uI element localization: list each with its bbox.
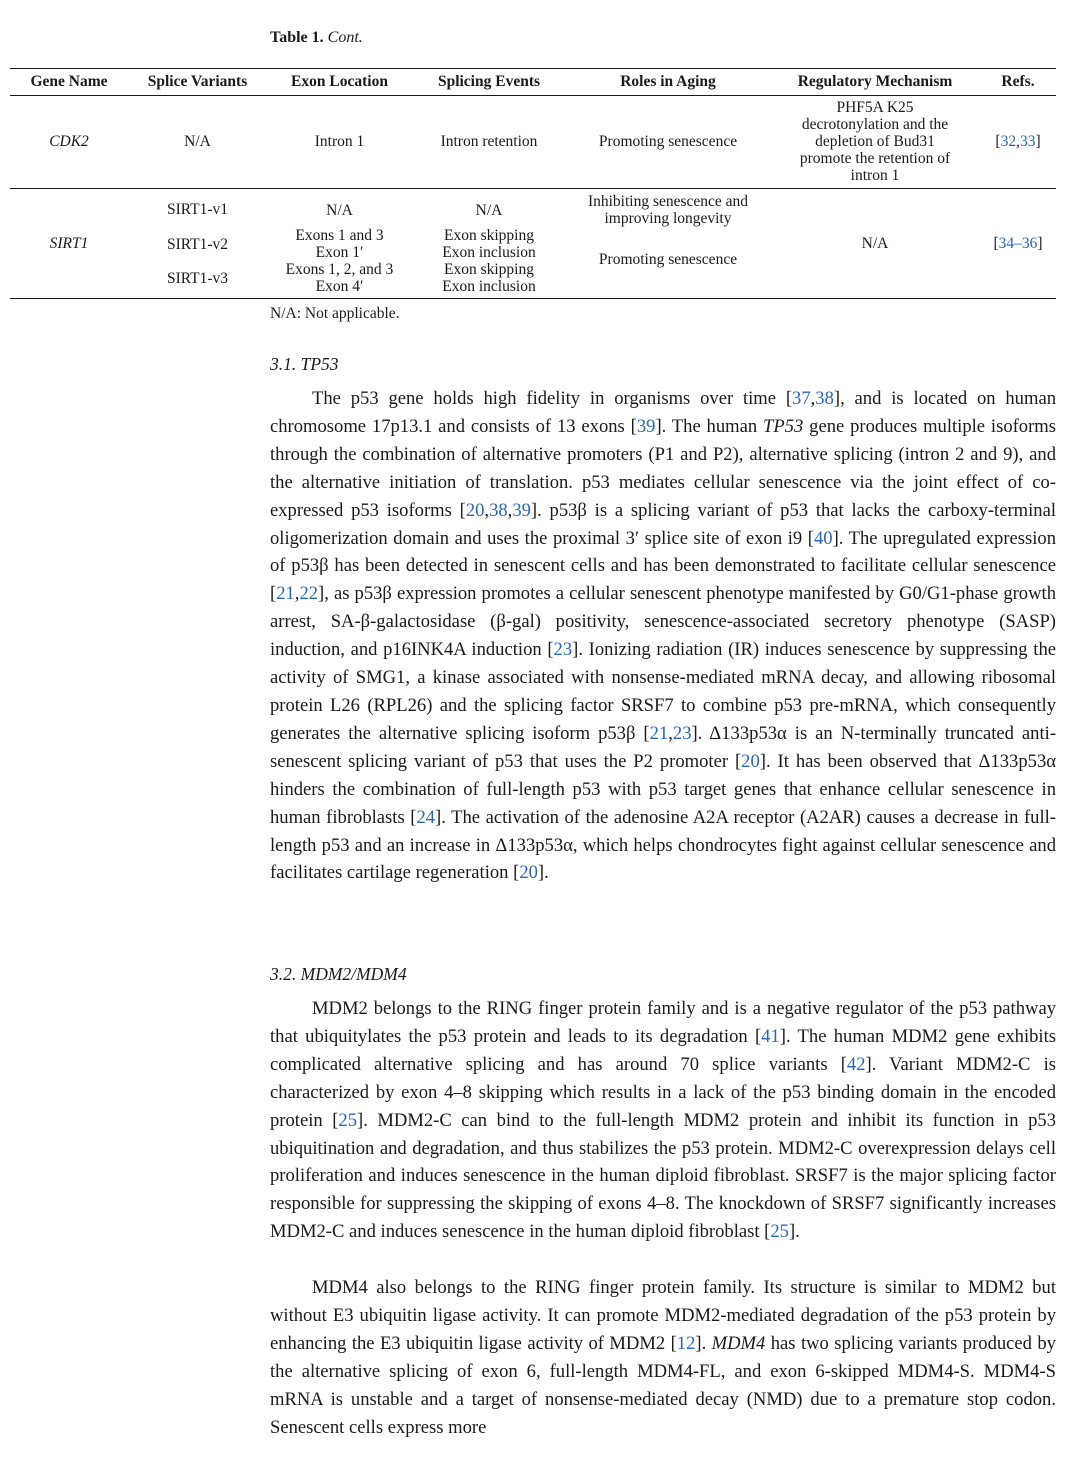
header-roles-in-aging: Roles in Aging [620,73,716,90]
table-top-rule [10,68,1056,69]
ref-link[interactable]: 21 [276,583,295,605]
table-bottom-rule [10,298,1056,299]
ref-link[interactable]: 25 [770,1221,789,1243]
ref-link[interactable]: 39 [636,415,656,437]
sirt1-variant: SIRT1-v2 [166,236,229,253]
ref-link[interactable]: 22 [299,583,319,605]
ref-link[interactable]: 40 [813,527,833,549]
ref-link[interactable]: 41 [761,1025,780,1047]
section-title-tp53: 3.1. TP53 [270,354,339,374]
ref-link[interactable]: 34–36 [998,235,1038,252]
sirt1-event: Exon skipping [444,227,534,244]
cdk2-refs: [32,33] [995,133,1041,150]
sirt1-exon: Exon 1′ [315,244,364,261]
cdk2-mechanism-line: intron 1 [850,167,900,184]
header-splicing-events: Splicing Events [437,73,541,90]
paragraph-text: MDM2 belongs to the RING finger protein family and is a negative regulator of the p53 pathway that ubiquitylates the p53 protein and leads to its degradation [41]. The human MDM2 gene exhibits complicated alternative splicing and has around 70 splice variants [42]. Variant MDM2-C is characterized by exon 4–8 skipping which results in a lack of the p53 binding domain in the encoded protein [25]. MDM2-C can bind to the full-length MDM2 protein and inhibit its function in p53 ubiquitination and degradation, and thus stabilizes the p53 protein. MDM2-C overexpression delays cell proliferation and induces senescence in the human diploid fibroblast. SRSF7 is the major splicing factor responsible for suppressing the skipping of exons 4–8. The knockdown of SRSF7 significantly increases MDM2-C and induces senescence in the human diploid fibroblast [25]. [270,998,1056,1243]
cdk2-exon: Intron 1 [314,133,365,150]
paragraph-text: The p53 gene holds high fidelity in organisms over time [37,38], and is located on human chromosome 17p13.1 and consists of 13 exons [39]. The human TP53 gene produces multiple isoforms through the combination of alternative promoters (P1 and P2), alternative splicing (intron 2 and 9), and the alternative initiation of translation. p53 mediates cellular senescence via the joint effect of co-expressed p53 isoforms [20,38,39]. p53β is a splicing variant of p53 that lacks the carboxy-terminal oligomerization domain and uses the proximal 3′ splice site of exon i9 [40]. The upregulated expression of p53β has been detected in senescent cells and has been demonstrated to facilitate cellular senescence [21,22], as p53β expression promotes a cellular senescent phenotype manifested by G0/G1-phase growth arrest, SA-β-galactosidase (β-gal) positivity, senescence-associated secretory phenotype (SASP) induction, and p16INK4A induction [23]. Ionizing radiation (IR) induces senescence by suppressing the activity of SMG1, a kinase associated with nonsense-mediated mRNA decay, and allowing ribosomal protein L26 (RPL26) and the splicing factor SRSF7 to combine p53 pre-mRNA, which consequently generates the alternative splicing isoform p53β [21,23]. Δ133p53α is an N-terminally truncated anti-senescent splicing variant of p53 that uses the P2 promoter [20]. It has been observed that Δ133p53α hinders the combination of full-length p53 with p53 target genes that enhance cellular senescence in human fibroblasts [24]. The activation of the adenosine A2A receptor (A2AR) causes a decrease in full-length p53 and an increase in Δ133p53α, which helps chondrocytes fight against cellular senescence and facilitates cartilage regeneration [20]. [270,388,1057,884]
paragraph-mdm2 [270,995,1056,1246]
header-refs: Refs. [1001,73,1035,90]
header-regulatory-mechanism: Regulatory Mechanism [797,73,953,90]
ref-link[interactable]: 23 [553,639,573,661]
header-exon-location: Exon Location [291,73,388,90]
ref-link[interactable]: 20 [465,499,485,521]
cdk2-mechanism [770,99,980,184]
ref-link[interactable]: 20 [741,750,760,772]
cdk2-gene: CDK2 [49,133,89,150]
ref-link[interactable]: 20 [519,862,538,884]
sirt1-event: Exon skipping [444,261,534,278]
ref-link[interactable]: 21 [649,722,669,744]
table-caption-label: Table 1. [270,29,324,46]
cdk2-mechanism-line: promote the retention of [799,150,951,167]
sirt1-event: Exon inclusion [442,278,536,295]
ref-link[interactable]: 38 [815,388,834,409]
sirt1-refs: [34–36] [993,235,1043,252]
ref-link[interactable]: 42 [846,1053,866,1075]
sirt1-gene: SIRT1 [49,235,89,252]
ref-link[interactable]: 33 [1019,133,1036,150]
sirt1-exon: N/A [326,202,353,219]
table-caption [270,29,363,47]
ref-link[interactable]: 23 [672,722,692,744]
header-splice-variants: Splice Variants [147,73,248,90]
cdk2-mechanism-line: decrotonylation and the [801,116,949,133]
ref-link[interactable]: 39 [512,499,531,521]
paragraph-mdm4 [270,1274,1056,1441]
sirt1-variant: SIRT1-v1 [166,201,229,218]
table-header-rule [10,95,1056,96]
ref-link[interactable]: 32 [1000,133,1017,150]
header-gene-name: Gene Name [30,73,108,90]
sirt1-role: Inhibiting senescence and [587,193,749,210]
sirt1-role: improving longevity [604,210,732,227]
cdk2-variant: N/A [184,133,211,150]
data-table [10,68,1056,300]
sirt1-mechanism: N/A [861,235,889,252]
ref-link[interactable]: 24 [416,806,436,828]
sirt1-variant: SIRT1-v3 [166,270,229,287]
table-note: N/A: Not applicable. [270,305,400,322]
sirt1-role: Promoting senescence [598,251,738,268]
ref-link[interactable]: 25 [338,1109,357,1131]
sirt1-exon: Exon 4′ [315,278,364,295]
table-row-rule [10,188,1056,189]
section-title-mdm2-mdm4: 3.2. MDM2/MDM4 [270,964,407,984]
sirt1-event: Exon inclusion [442,244,536,261]
ref-link[interactable]: 38 [489,499,508,521]
cdk2-mechanism-line: depletion of Bud31 [815,133,935,150]
table-caption-cont: Cont. [327,29,363,46]
cdk2-mechanism-line: PHF5A K25 [836,99,914,116]
sirt1-event: N/A [475,202,503,219]
sirt1-exon: Exons 1 and 3 [295,227,384,244]
ref-link[interactable]: 37 [792,388,811,409]
paragraph-text: MDM4 also belongs to the RING finger protein family. Its structure is similar to MDM2 but without E3 ubiquitin ligase activity. It can promote MDM2-mediated degradation of the p53 protein by enhancing the E3 ubiquitin ligase activity of MDM2 [12]. MDM4 has two splicing variants produced by the alternative splicing of exon 6, full-length MDM4-FL, and exon 6-skipped MDM4-S. MDM4-S mRNA is unstable and a target of nonsense-mediated decay (NMD) due to a premature stop codon. Senescent cells express more [270,1277,1056,1438]
paragraph-tp53 [270,385,1056,887]
ref-link[interactable]: 12 [676,1332,696,1354]
sirt1-exon: Exons 1, 2, and 3 [285,261,394,278]
cdk2-role: Promoting senescence [598,133,738,150]
cdk2-event: Intron retention [440,133,538,150]
